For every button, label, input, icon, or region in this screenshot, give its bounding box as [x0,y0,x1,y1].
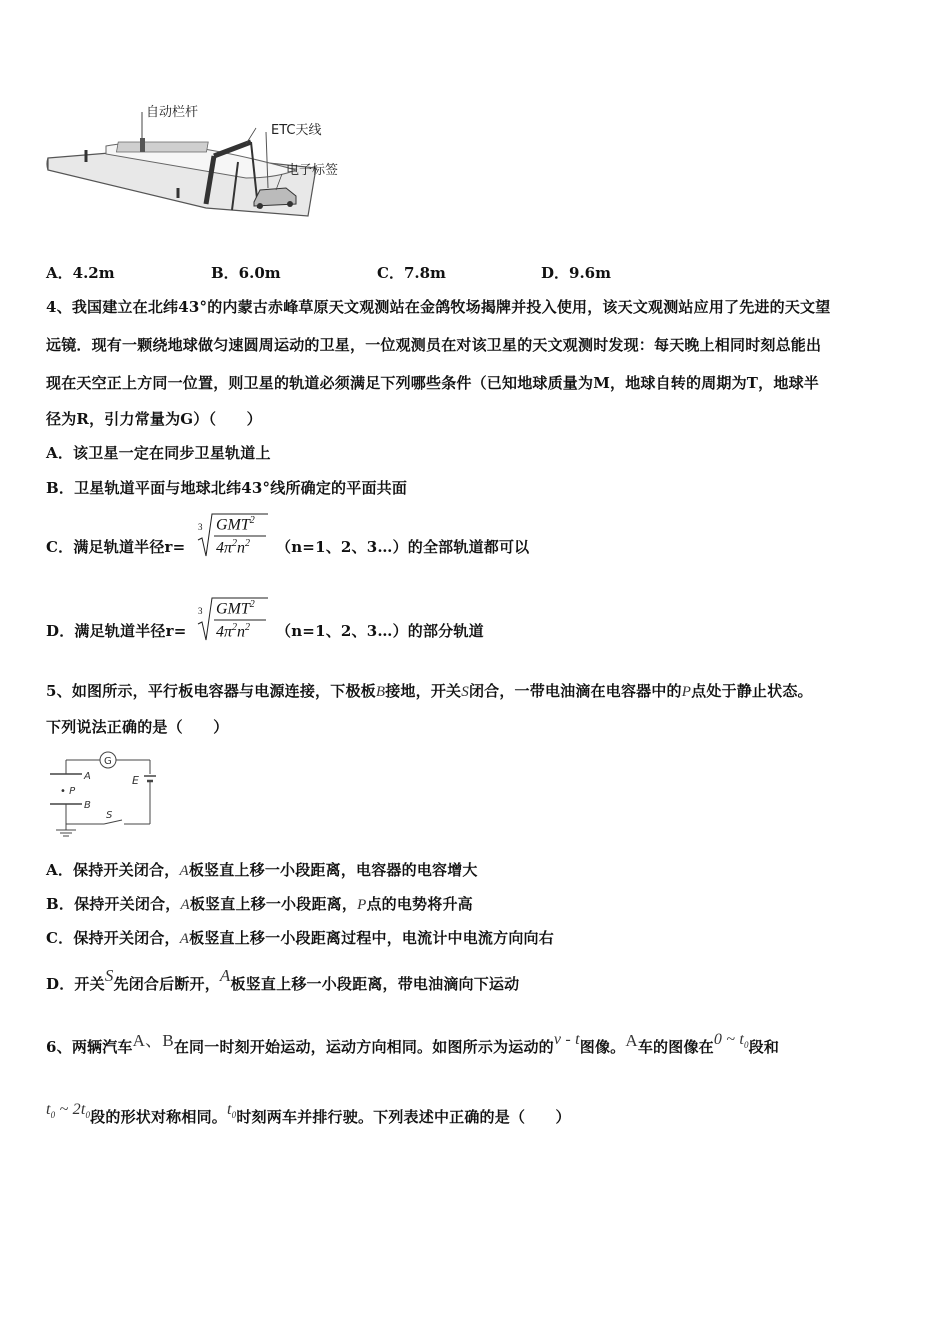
subscript-0: 0 [50,1110,56,1121]
var-b: B [375,684,386,700]
point-p-label: • P [60,786,76,797]
formula-numerator: GMT [216,600,250,618]
range-text: 0 ~ t [713,1031,744,1048]
etc-figure [46,98,346,218]
q5-text: 闭合，一带电油滴在电容器中的 [468,682,682,700]
subscript-0: 0 [85,1110,91,1121]
q5-text: 5、如图所示，平行板电容器与电源连接，下极板 [46,682,376,700]
range-text: ~ 2t [55,1101,86,1118]
var-p: P [357,897,367,913]
q5-text: 接地，开关 [385,682,462,700]
q4-stem-line4: 径为R，引力常量为G）（ ） [46,410,262,428]
q6-text: 6、两辆汽车 [46,1038,133,1056]
exp-2: 2 [245,538,251,549]
battery-label-e: E [132,774,139,787]
var-t0 [226,1101,237,1121]
plate-b-label: B [84,800,91,811]
q5-option-text: 板竖直上移一小段距离过程中，电流计中电流方向向右 [189,929,554,947]
q4-option-d-formula [196,594,270,644]
var-p: P [681,684,692,700]
q4-stem-line3: 现在天空正上方同一位置，则卫星的轨道必须满足下列哪些条件（已知地球质量为M，地球自转的周期为T，地球半 [46,374,819,392]
plate-a-label: A [84,771,91,782]
formula-n: n [237,539,246,557]
q5-option-text: 板竖直上移一小段距离，电容器的电容增大 [188,861,478,879]
q4-option-c-prefix: C．满足轨道半径r= [46,538,186,556]
root-index: 3 [198,606,203,616]
formula-n: n [237,623,246,641]
q5-option-text: 点的电势将升高 [366,895,473,913]
q5-option-text: C．保持开关闭合， [46,929,180,947]
q3-option-b: B．6.0m [211,264,281,282]
q5-option-text: 板竖直上移一小段距离， [189,895,358,913]
q4-stem-line2: 远镜．现有一颗绕地球做匀速圆周运动的卫星，一位观测员在对该卫星的天文观测时发现：每天晚上相同时刻总能出 [46,336,822,354]
range-t0-2t0 [46,1101,91,1121]
label-electronic-tag: 电子标签 [286,163,339,178]
q5-option-text: 先闭合后断开， [113,975,220,993]
exp-2: 2 [232,622,238,633]
q5-stem-line1 [46,680,813,701]
q4-option-c-formula [196,510,270,560]
q3-option-c: C．7.8m [377,264,446,282]
root-index: 3 [198,522,203,532]
exp-2: 2 [232,538,238,549]
var-a: A [180,897,190,913]
capacitor-circuit-figure [44,748,164,840]
q3-option-d: D．9.6m [541,264,611,282]
q5-option-b [46,893,473,914]
subscript-0: 0 [743,1040,749,1051]
q6-text: 车的图像在 [637,1038,714,1056]
q5-option-d [46,966,520,994]
formula-denominator: 4π [216,539,233,557]
q6-text: 在同一时刻开始运动，运动方向相同。如图所示为运动的 [173,1038,554,1056]
q5-option-text: D．开关 [46,975,105,993]
q6-stem-line2 [46,1101,571,1128]
galvanometer-label: G [104,756,112,767]
q4-stem-line1: 4、我国建立在北纬43°的内蒙古赤峰草原天文观测站在金鸽牧场揭牌并投入使用，该天文观测站应用了先进的天文望 [46,298,831,316]
q5-stem-line2: 下列说法正确的是（ ） [46,718,229,736]
formula-denominator: 4π [216,623,233,641]
switch-label-s: S [106,810,113,821]
q6-text: 段的形状对称相同。 [90,1108,227,1126]
q6-stem-line1 [46,1032,779,1058]
q5-option-a [46,859,478,880]
q5-option-text: A．保持开关闭合， [46,861,180,879]
q5-option-text: B．保持开关闭合， [46,895,181,913]
q4-option-c-suffix: （n=1、2、3…）的全部轨道都可以 [276,538,530,556]
formula-numerator: GMT [216,516,250,534]
var-s: S [104,966,114,985]
exp-2: 2 [249,599,255,610]
q4-option-d-prefix: D．满足轨道半径r= [46,622,187,640]
var-a: A [219,966,231,985]
q6-text: 时刻两车并排行驶。下列表述中正确的是（ ） [236,1108,571,1126]
range-text: t [46,1101,51,1118]
q6-text: 图像。 [579,1038,626,1056]
subscript-0: 0 [231,1110,237,1121]
q5-option-c [46,927,554,948]
label-etc-antenna: ETC天线 [271,123,322,138]
q4-option-a: A．该卫星一定在同步卫星轨道上 [46,444,271,462]
exp-2: 2 [245,622,251,633]
var-a: A [179,863,189,879]
var-vt: v - t [553,1031,580,1048]
var-s: S [461,684,469,700]
q4-option-b: B．卫星轨道平面与地球北纬43°线所确定的平面共面 [46,479,408,497]
q5-text: 点处于静止状态。 [691,682,813,700]
q5-option-text: 板竖直上移一小段距离，带电油滴向下运动 [230,975,520,993]
q4-option-d-suffix: （n=1、2、3…）的部分轨道 [276,622,484,640]
range-text: t [226,1101,232,1118]
q6-text: 段和 [748,1038,780,1056]
exp-2: 2 [249,515,255,526]
var-a: A [179,931,190,947]
var-ab: A、B [132,1031,174,1050]
label-barrier: 自动栏杆 [146,105,199,120]
var-a: A [625,1031,638,1050]
q3-option-a: A．4.2m [46,264,115,282]
range-0-t0 [713,1031,749,1051]
